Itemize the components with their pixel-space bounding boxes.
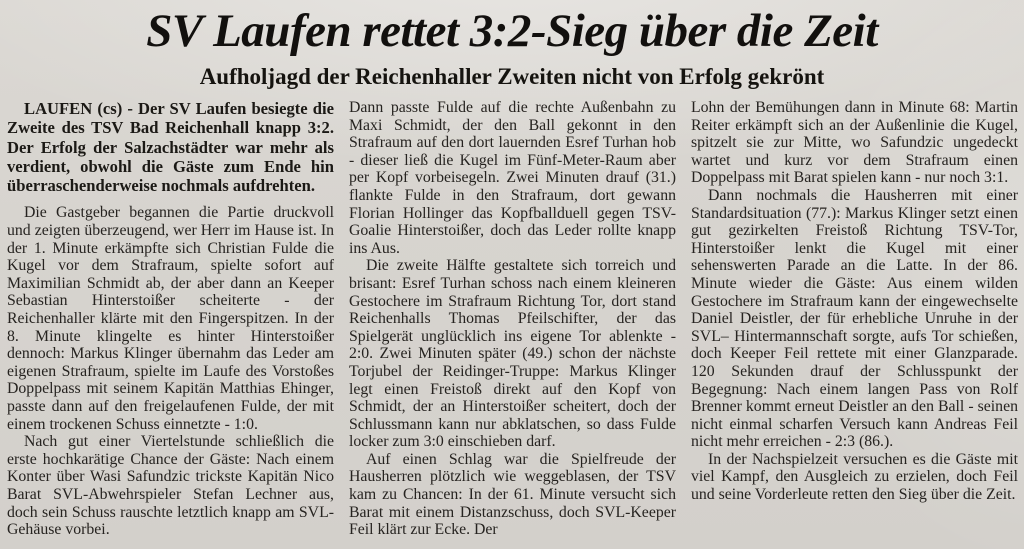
paragraph: In der Nachspielzeit versuchen es die Gäste mit viel Kampf, den Ausgleich zu erzielen, doch Feil und seine Vorderleute retten den Sieg über die Zeit. <box>691 450 1018 504</box>
article-column <box>7 99 334 539</box>
article-subheadline: Aufholjagd der Reichenhaller Zweiten nicht von Erfolg gekrönt <box>199 64 825 89</box>
paragraph: Auf einen Schlag war die Spielfreude der Hausherren plötzlich wie weggeblasen, der TSV kam zu Chancen: In der 61. Minute versucht sich Barat mit einem Distanzschuss, doch SVL-Keeper Feil klärt zur Ecke. Der <box>349 450 676 539</box>
paragraph: Dann passte Fulde auf die rechte Außenbahn zu Maxi Schmidt, der den Ball gekonnt in den Strafraum auf den dort lauernden Esref Turhan hob - dieser ließ die Kugel im Fünf-Meter-Raum aber per Kopf vorbeisegeln. Zwei Minuten drauf (31.) flankte Fulde in den Strafraum, dort gewann Florian Hollinger das Kopfballduell gegen TSV-Goalie Hinterstoißer, doch das Leder rollte knapp ins Aus. <box>349 99 676 257</box>
paragraph: Nach gut einer Viertelstunde schließlich die erste hochkarätige Chance der Gäste: Nach einem Konter über Wasi Safundzic trickste Kapitän Nico Barat SVL-Abwehrspieler Stefan Lechner aus, doch sein Schuss rauschte letztlich knapp am SVL-Gehäuse vorbei. <box>7 433 334 539</box>
paragraph: Die Gastgeber begannen die Partie druckvoll und zeigten überzeugend, wer Herr im Hause ist. In der 1. Minute erkämpfte sich Christian Fulde die Kugel vor dem Strafraum, spielte sofort auf Maximilian Schmidt ab, der aber dann an Keeper Sebastian Hinterstoißer scheiterte - der Reichenhaller klärte mit den Fingerspitzen. In der 8. Minute klingelte es hinter Hinterstoißer dennoch: Markus Klinger übernahm das Leder am eigenen Strafraum, spielte im Laufe des Vorstoßes Doppelpass mit seinem Kapitän Matthias Ehinger, passte dann auf den freigelaufenen Fulde, der mit einem trockenen Schuss einnetzte - 1:0. <box>7 204 334 433</box>
article-body <box>0 94 1024 539</box>
article-headline: SV Laufen rettet 3:2-Sieg über die Zeit <box>146 5 878 57</box>
paragraph: Lohn der Bemühungen dann in Minute 68: Martin Reiter erkämpft sich an der Außenlinie die Kugel, spitzelt sie zur Mitte, wo Safundzic ungedeckt wartet und kurz vor dem Strafraum einen Doppelpass mit Barat spielen kann - nur noch 3:1. <box>691 99 1018 187</box>
article-column <box>349 99 676 539</box>
paragraph: LAUFEN (cs) - Der SV Laufen besiegte die Zweite des TSV Bad Reichenhall knapp 3:2. Der Erfolg der Salzachstädter war mehr als verdient, obwohl die Gäste zum Ende hin überraschenderweise nochmals aufdrehten. <box>7 99 334 196</box>
article-column <box>691 99 1018 539</box>
paragraph: Die zweite Hälfte gestaltete sich torreich und brisant: Esref Turhan schoss nach einem kleineren Gestochere im Strafraum Richtung Tor, dort stand Reichenhalls Thomas Pfeilschifter, der das Spielgerät unglücklich ins eigene Tor ablenkte - 2:0. Zwei Minuten später (49.) schon der nächste Torjubel der Reidinger-Truppe: Markus Klinger legt einen Freistoß direkt auf den Kopf von Schmidt, der an Hinterstoißer scheitert, doch der Schlussmann kann nur abklatschen, so dass Fulde locker zum 3:0 einschieben darf. <box>349 257 676 451</box>
article-masthead <box>0 0 1024 89</box>
paragraph: Dann nochmals die Hausherren mit einer Standardsituation (77.): Markus Klinger setzt einen gut gezirkelten Freistoß Richtung TSV-Tor, Hinterstoißer lenkt die Kugel mit einer sehenswerten Parade an die Latte. In der 86. Minute wieder die Gäste: Aus einem wilden Gestochere im Strafraum kann der eingewechselte Daniel Deistler, der für erhebliche Unruhe in der SVL– Hintermannschaft sorgte, aufs Tor schießen, doch Keeper Feil rettete mit einer Glanzparade. 120 Sekunden drauf der Schlusspunkt der Begegnung: Nach einem langen Pass von Rolf Brenner kommt erneut Deistler an den Ball - seinen nicht einmal scharfen Versuch kann Andreas Feil nicht mehr erreichen - 2:3 (86.). <box>691 186 1018 451</box>
